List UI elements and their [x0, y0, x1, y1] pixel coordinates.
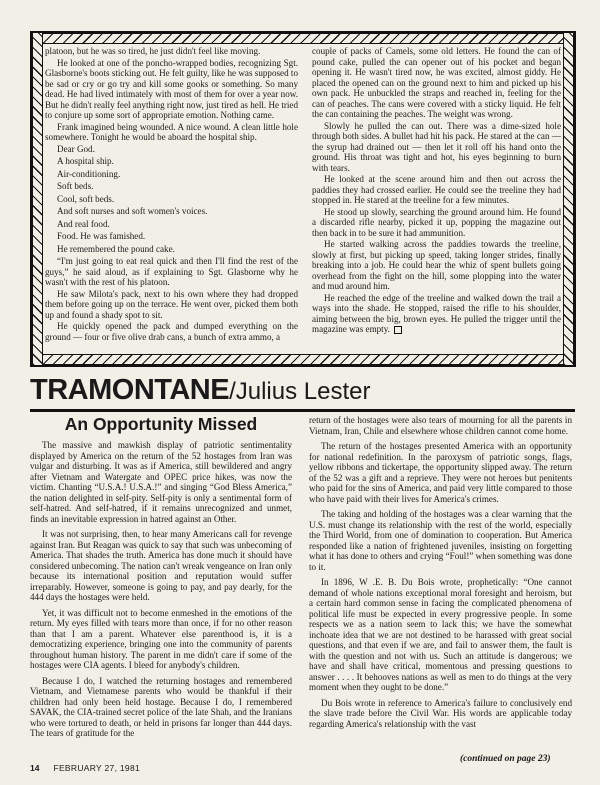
story-paragraph: He started walking across the paddies towards the treeline, slowly at first, but picking up speed, taking longer strides, finally breaking into a job. He could hear the whiz of spent bullets going overhead from the fight on the hill, some plopping into the water and mud around him.: [312, 239, 561, 291]
essay-paragraph: Because I do, I watched the returning hostages and remembered Vietnam, and Vietnamese parents who would be thankful if their children had only been held hostage. Because I do, I remembered SAVAK, the CIA-trained secret police of the late Shah, and the Iranians who were tortured to death, or held in prisons far longer than 444 days. The tears of gratitude for the: [30, 675, 292, 738]
story-line: Soft beds.: [57, 181, 94, 191]
essay-column-2: [309, 415, 572, 753]
story-column-1: [45, 46, 298, 353]
essay-paragraph: The taking and holding of the hostages was a clear warning that the U.S. must change its relationship with the rest of the world, especially the Third World, from one of domination to cooperation. But America responded like a nation of frightened juveniles, insisting on forgetting what it has done to others and crying “Foul!” when something was done to it.: [309, 509, 572, 572]
story-line: And real food.: [57, 218, 110, 229]
column-title: [30, 374, 370, 407]
zigzag-border-bottom: [32, 354, 574, 365]
essay-paragraph: The return of the hostages presented America with an opportunity for national redefinition. In the paroxysm of patriotic songs, flags, yellow ribbons and tickertape, the opportunity slipped away. The return of the 52 was a gift and a reprieve. They were not heroes but penitents who paid for the sins of America, and paid very little compared to those who have paid with their lives for America's crimes.: [309, 441, 572, 504]
story-line: Cool, soft beds.: [57, 193, 115, 204]
story-line: A hospital ship.: [57, 156, 114, 166]
story-paragraph: He stood up slowly, searching the ground around him. He found a discarded rifle nearby, picked it up, popping the magazine out then back in to be sure it had ammunition.: [312, 206, 561, 238]
issue-date: FEBRUARY 27, 1981: [53, 763, 140, 773]
story-line: Food. He was famished.: [57, 231, 146, 241]
story-paragraph: “I'm just going to eat real quick and then I'll find the rest of the guys,” he said aloud, as if explaining to Sgt. Glasborne why he wasn't with the rest of his platoon.: [45, 256, 298, 287]
story-paragraph: Slowly he pulled the can out. There was a dime-sized hole through both sides. A bullet had hit his pack. He stared at the can — the syrup had drained out — then let it roll off his hand onto the ground. His throat was tight and hot, his eyes beginning to burn with tears.: [312, 120, 561, 173]
story-box: [30, 31, 576, 367]
story-column-2: [312, 46, 561, 353]
story-line: He remembered the pound cake.: [57, 243, 175, 254]
page-folio: [30, 763, 140, 773]
story-paragraph: He quickly opened the pack and dumped everything on the ground — four or five olive drab cans, a bunch of extra ammo, a: [45, 321, 298, 342]
story-paragraph: platoon, but he was so tired, he just didn't feel like moving.: [45, 46, 261, 56]
essay-paragraph: return of the hostages were also tears of mourning for all the parents in Vietnam, Iran, Chile and elsewhere whose children cannot come home.: [309, 415, 572, 436]
column-name: TRAMONTANE: [30, 374, 230, 406]
essay-paragraph: In 1896, W .E. B. Du Bois wrote, prophetically: “One cannot demand of whole nations exceptional moral foresight and heroism, but a certain hard common sense in facing the complicated phenomena of political life must be expected in every progressive people. In some respects we as a nation seem to lack this; we have the somewhat inchoate idea that we are not destined to be harassed with great social questions, and that even if we are, and fail to answer them, the fault is with the question and not with us. Such an attitude is dangerous; we have and shall have critical, momentous and pressing questions to answer . . . . It behooves nations as well as men to do things at the very moment when they ought to be done.”: [309, 577, 572, 692]
essay-column-1: [30, 440, 292, 758]
story-line: Dear God.: [57, 143, 95, 154]
page-number: 14: [30, 763, 40, 773]
essay-paragraph: Yet, it was difficult not to become enmeshed in the emotions of the return. My eyes filled with tears more than once, if for no other reason than that I am a parent. Whatever else parenthood is, it is a democratizing experience, bringing one into the community of parents throughout human history. The parent in me didn't care if some of the hostages were CIA agents. I bleed for anybody's children.: [30, 607, 292, 670]
zigzag-border-right: [563, 33, 574, 365]
story-paragraph: couple of packs of Camels, some old letters. He found the can of pound cake, pulled the can opener out of his pocket and began opening it. He wasn't tired now, he was excited, almost giddy. He placed the opened can on the ground next to him and picked up his own pack. He unbuckled the straps and reached in, feeling for the can of peaches. The cans were covered with a sticky liquid. He felt the can containing the peaches. The weight was wrong.: [312, 46, 561, 119]
story-last-paragraph-text: He reached the edge of the treeline and walked down the trail a ways into the shade. He stopped, raised the rifle to his shoulder, aiming between the big, brown eyes. He pulled the trigger until the magazine was empty.: [312, 292, 561, 334]
essay-paragraph: It was not surprising, then, to hear many Americans call for revenge against Iran. But Reagan was quick to say that such was unbecoming of America. That shades the truth. America has done much it should have considered unbecoming. The nation can't wreak vengeance on Iran only because its international position and reputation would suffer irreparably. However, someone is going to pay, and pay dearly, for the 444 days the hostages were held.: [30, 529, 292, 602]
continued-note: (continued on page 23): [460, 754, 551, 764]
column-header: [30, 375, 575, 412]
story-line: And soft nurses and soft women's voices.: [57, 206, 208, 216]
essay-title: An Opportunity Missed: [64, 414, 258, 434]
end-of-story-icon: [394, 326, 402, 334]
essay-paragraph: The massive and mawkish display of patriotic sentimentality displayed by America on the return of the 52 hostages from Iran was vulgar and disturbing. It was as if America, still bewildered and angry after Vietnam and Watergate and OPEC price hikes, was now the victim. Chanting “U.S.A.! U.S.A.!” and singing “God Bless America,” the nation delighted in self-pity. Self-pity is only a sentimental form of self-hatred. And self-hatred, if it remains unrecognized and unmet, finds an inevitable expression in hatred against an Other.: [30, 440, 292, 524]
zigzag-border-left: [32, 33, 43, 365]
story-paragraph: [312, 293, 561, 335]
story-paragraph: Frank imagined being wounded. A nice wound. A clean little hole somewhere. Tonight he would be aboard the hospital ship.: [45, 121, 298, 142]
zigzag-border-top: [32, 33, 574, 44]
story-line: Air-conditioning.: [57, 168, 121, 179]
story-paragraph: He saw Milota's pack, next to his own where they had dropped them before going up on the terrace. He went over, picked them both up and found a shady spot to sit.: [45, 288, 298, 320]
essay-paragraph: Du Bois wrote in reference to America's failure to conclusively end the slave trade before the Civil War. His words are applicable today regarding America's relationship with the vast: [309, 697, 572, 729]
column-author: /Julius Lester: [229, 378, 371, 405]
story-paragraph: He looked at one of the poncho-wrapped bodies, recognizing Sgt. Glasborne's boots sticking out. He felt guilty, like he was supposed to be sad or cry or go try and kill some gooks or something. So many dead. He had lived intimately with most of them for over a year now. But he didn't really feel anything right now, just tired as hell. He tried to conjure up some sort of appropriate emotion. Nothing came.: [45, 57, 298, 120]
story-paragraph: He looked at the scene around him and then out across the paddies they had crossed earlier. He could see the treeline they had stopped in. He stared at the treeline for a few minutes.: [312, 174, 561, 205]
